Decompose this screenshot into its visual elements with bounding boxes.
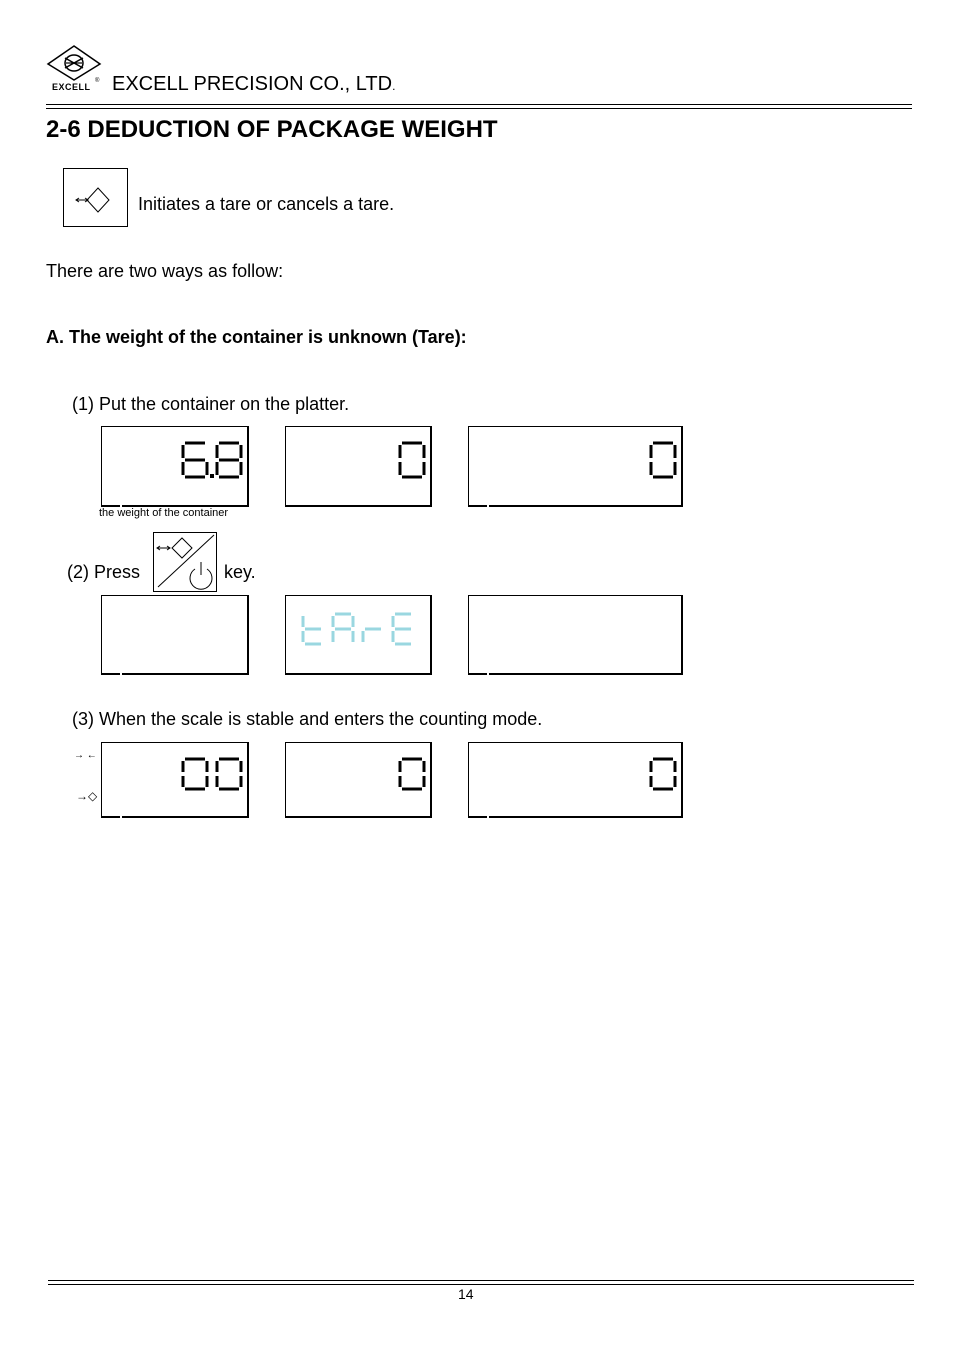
tare-key-description: Initiates a tare or cancels a tare. xyxy=(138,194,395,214)
lcd-digit xyxy=(400,443,424,477)
count-display xyxy=(468,595,683,675)
header-rule xyxy=(46,108,912,109)
lcd-decimal-point xyxy=(210,474,214,478)
count-display xyxy=(468,742,683,818)
lcd-digit xyxy=(303,616,321,644)
lcd-digit xyxy=(333,614,353,642)
lcd-digit xyxy=(217,759,241,789)
weight-display xyxy=(101,742,249,818)
stable-indicator: → ← xyxy=(74,750,97,761)
lcd-digit xyxy=(651,443,675,477)
page-title: 2-6 DEDUCTION OF PACKAGE WEIGHT xyxy=(46,116,498,143)
step-3-text: (3) When the scale is stable and enters the counting mode. xyxy=(72,709,543,729)
step-1-text: (1) Put the container on the platter. xyxy=(72,394,350,414)
lcd-digit xyxy=(217,443,241,477)
page-number: 14 xyxy=(458,1286,474,1302)
unit-weight-display xyxy=(285,426,432,507)
step-2-suffix: key. xyxy=(224,562,256,582)
lcd-digit xyxy=(393,614,411,644)
weight-display xyxy=(101,595,249,675)
tare-key-box xyxy=(63,168,128,227)
unit-weight-display-tare xyxy=(285,595,432,675)
header-rule xyxy=(46,104,912,105)
lcd-digit xyxy=(183,759,207,789)
weight-display xyxy=(101,426,249,507)
footer-rule xyxy=(48,1280,914,1281)
company-name: EXCELL PRECISION CO., LTD. xyxy=(112,73,396,95)
registered-mark: ® xyxy=(95,78,100,84)
tare-key-icon xyxy=(64,169,127,226)
weight-display-caption: the weight of the container xyxy=(99,507,229,519)
count-display xyxy=(468,426,683,507)
step-2-prefix: (2) Press xyxy=(67,562,141,582)
lcd-digit xyxy=(363,629,381,642)
tare-power-key-icon xyxy=(154,533,216,591)
lcd-digit xyxy=(183,443,214,478)
unit-weight-display xyxy=(285,742,432,818)
lcd-digit xyxy=(400,759,424,789)
tare-power-key[interactable] xyxy=(153,532,217,592)
logo-wordmark: EXCELL xyxy=(52,82,91,92)
intro-text: There are two ways as follow: xyxy=(46,261,284,281)
tare-indicator: →◇ xyxy=(76,789,98,803)
lcd-digit xyxy=(651,759,675,789)
footer-rule xyxy=(48,1284,914,1285)
section-a-heading: A. The weight of the container is unknown (Tare): xyxy=(46,327,467,347)
